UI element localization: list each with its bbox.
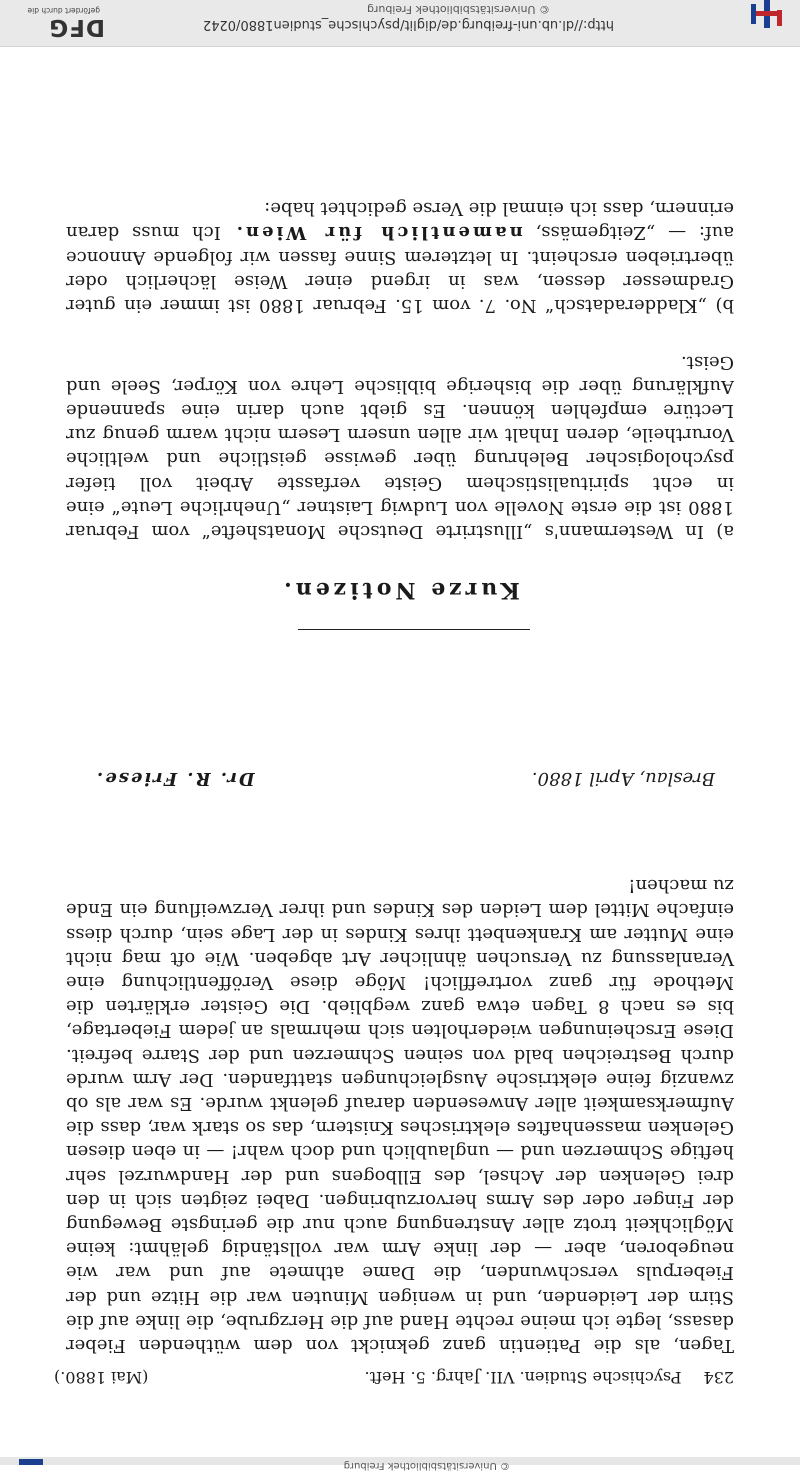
footer-logo-mark bbox=[19, 1459, 43, 1465]
bottom-strip bbox=[0, 1457, 800, 1471]
notice-b-text-1: „Kladderadatsch“ No. 7. vom 15. Februar 1880 ist immer ein guter Gradmesser dessen, was in irgend einer Weise lächerlich oder übertrieben erscheint. In letzterem Sinne fassen wir folgende Annonce auf: — „Zeitgemäss, bbox=[65, 222, 734, 316]
notice-b-text-3: Ich muss daran erinnern, dass ich einmal die Verse gedichtet habe: bbox=[66, 198, 734, 244]
section-divider bbox=[298, 629, 530, 630]
top-banner bbox=[0, 0, 800, 47]
body-paragraph bbox=[66, 873, 734, 1357]
section-title: Kurze Notizen. bbox=[280, 577, 520, 603]
ub-freiburg-logo-icon[interactable] bbox=[720, 0, 800, 46]
notice-a-text: In Westermann's „Illustrirte Deutsche Monatshefte“ vom Februar 1880 ist die erste Novelle von Ludwig Laistner „Unehrliche Leute“ eine in echt spiritualistischem Geiste verfasste Arbeit voll tiefer psychologischer Belehrung über gewisse geistliche und weltliche Vorurtheile, deren Inhalt wir allen unsern Lesern nicht warm genug zur Lectüre empfehlen können. Es giebt auch darin eine spannende Aufklärung über die bisherige biblische Lehre von Körper, Seele und Geist. bbox=[66, 351, 734, 542]
document-url-link[interactable]: http://dl.ub.uni-freiburg.de/diglit/psychische_studien1880/0242 bbox=[202, 17, 614, 32]
notice-b-label: b) bbox=[715, 295, 734, 316]
notice-b-text-2: namentlich für Wien. bbox=[233, 222, 523, 244]
dfg-caption: gefördert durch die bbox=[27, 6, 100, 15]
issue-date: (Mai 1880.) bbox=[54, 1368, 149, 1387]
notice-a-label: a) bbox=[716, 521, 734, 542]
dateline bbox=[95, 768, 715, 789]
author-signature: Dr. R. Friese. bbox=[95, 768, 255, 789]
page-number: 234 bbox=[703, 1368, 734, 1387]
notice-a bbox=[66, 349, 734, 543]
running-header bbox=[54, 1368, 734, 1387]
paragraph-text: Tagen, als die Patientin ganz geknickt von dem wüthenden Fieber dasass, legte ich meine rechte Hand auf die Herzgrube, die linke auf die Stirn der Leidenden, und in wenigen Minuten war die Hitze und der Fieberpuls verschwunden, die Dame athmete auf und war wie neugeboren, aber — der linke Arm war vollständig gelähmt: keine Möglichkeit trotz aller Anstrengung auch nur die geringste Bewegung der Finger oder des Arms hervorzubringen. Dabei zeigten sich in den drei Gelenken der Achsel, des Ellbogens und der Handwurzel sehr heftige Schmerzen und — unglaublich und doch wahr! — in eben diesen Gelenken massenhaftes elektrisches Knistern, das so stark war, dass die Aufmerksamkeit aller Anwesenden darauf gelenkt wurde. Es war als ob zwanzig feine elektrische Ausgleichungen stattfanden. Der Arm wurde durch Bestreichen bald von seinen Schmerzen und der Starre befreit. Diese Erscheinungen wiederholten sich mehrmals an jedem Fiebertage, bis es nach 8 Tagen etwa ganz wegblieb. Die Geister erklärten die Methode für ganz vortrefflich! Möge diese Veröffentlichung eine Veranlassung zu Versuchen ähnlicher Art abgeben. Wie oft mag nicht eine Mutter am Krankenbett ihres Kindes in der Lage sein, durch diess einfache Mittel dem Leiden des Kindes und ihrer Verzweiflung ein Ende zu machen! bbox=[66, 875, 734, 1356]
copyright-notice: © Universitätsbibliothek Freiburg bbox=[367, 3, 550, 16]
running-title: Psychische Studien. VII. Jahrg. 5. Heft. bbox=[364, 1368, 682, 1387]
dfg-logo: DFG bbox=[48, 14, 105, 40]
notice-b bbox=[66, 196, 734, 317]
place-date: Breslau, April 1880. bbox=[531, 768, 715, 789]
footer-copyright: © Universitätsbibliothek Freiburg bbox=[343, 1460, 510, 1471]
